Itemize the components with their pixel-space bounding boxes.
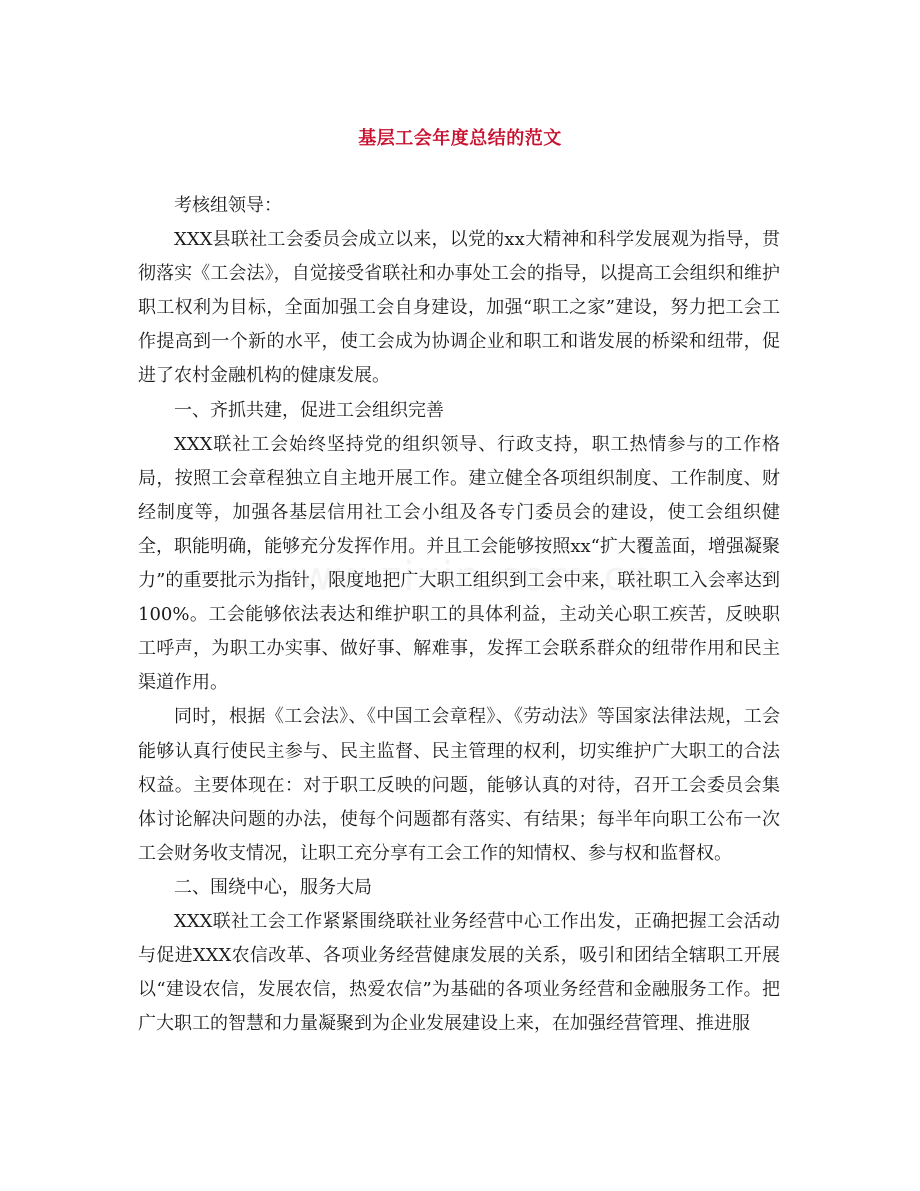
document-body bbox=[138, 189, 780, 1041]
document-title: 基层工会年度总结的范文 bbox=[358, 128, 562, 149]
section-1-paragraph-1: XXX联社工会始终坚持党的组织领导、行政支持，职工热情参与的工作格局，按照工会章程独立自主地开展工作。建立健全各项组织制度、工作制度、财经制度等，加强各基层信用社工会小组及各专门委员会的建设，使工会组织健全，职能明确，能够充分发挥作用。并且工会能够按照xx“扩大覆盖面，增强凝聚力”的重要批示为指针，限度地把广大职工组织到工会中来，联社职工入会率达到100%。工会能够依法表达和维护职工的具体利益，主动关心职工疾苦，反映职工呼声，为职工办实事、做好事、解难事，发挥工会联系群众的纽带作用和民主渠道作用。 bbox=[138, 433, 780, 694]
section-1-paragraph-2: 同时，根据《工会法》、《中国工会章程》、《劳动法》等国家法律法规，工会能够认真行使民主参与、民主监督、民主管理的权利，切实维护广大职工的合法权益。主要体现在：对于职工反映的问题，能够认真的对待，召开工会委员会集体讨论解决问题的办法，使每个问题都有落实、有结果；每半年向职工公布一次工会财务收支情况，让职工充分享有工会工作的知情权、参与权和监督权。 bbox=[138, 706, 780, 864]
section-2-paragraph-1: XXX联社工会工作紧紧围绕联社业务经营中心工作出发，正确把握工会活动与促进XXX农信改革、各项业务经营健康发展的关系，吸引和团结全辖职工开展以“建设农信，发展农信，热爱农信”为基础的各项业务经营和金融服务工作。把广大职工的智慧和力量凝聚到为企业发展建设上来，在加强经营管理、推进服 bbox=[138, 910, 780, 1035]
section-heading-1: 一、齐抓共建，促进工会组织完善 bbox=[174, 399, 444, 421]
intro-paragraph: XXX县联社工会委员会成立以来，以党的xx大精神和科学发展观为指导，贯彻落实《工会法》，自觉接受省联社和办事处工会的指导，以提高工会组织和维护职工权利为目标，全面加强工会自身建设，加强“职工之家”建设，努力把工会工作提高到一个新的水平，使工会成为协调企业和职工和谐发展的桥梁和纽带，促进了农村金融机构的健康发展。 bbox=[138, 229, 780, 387]
section-heading-2: 二、围绕中心，服务大局 bbox=[174, 876, 372, 898]
salutation: 考核组领导： bbox=[174, 195, 282, 216]
